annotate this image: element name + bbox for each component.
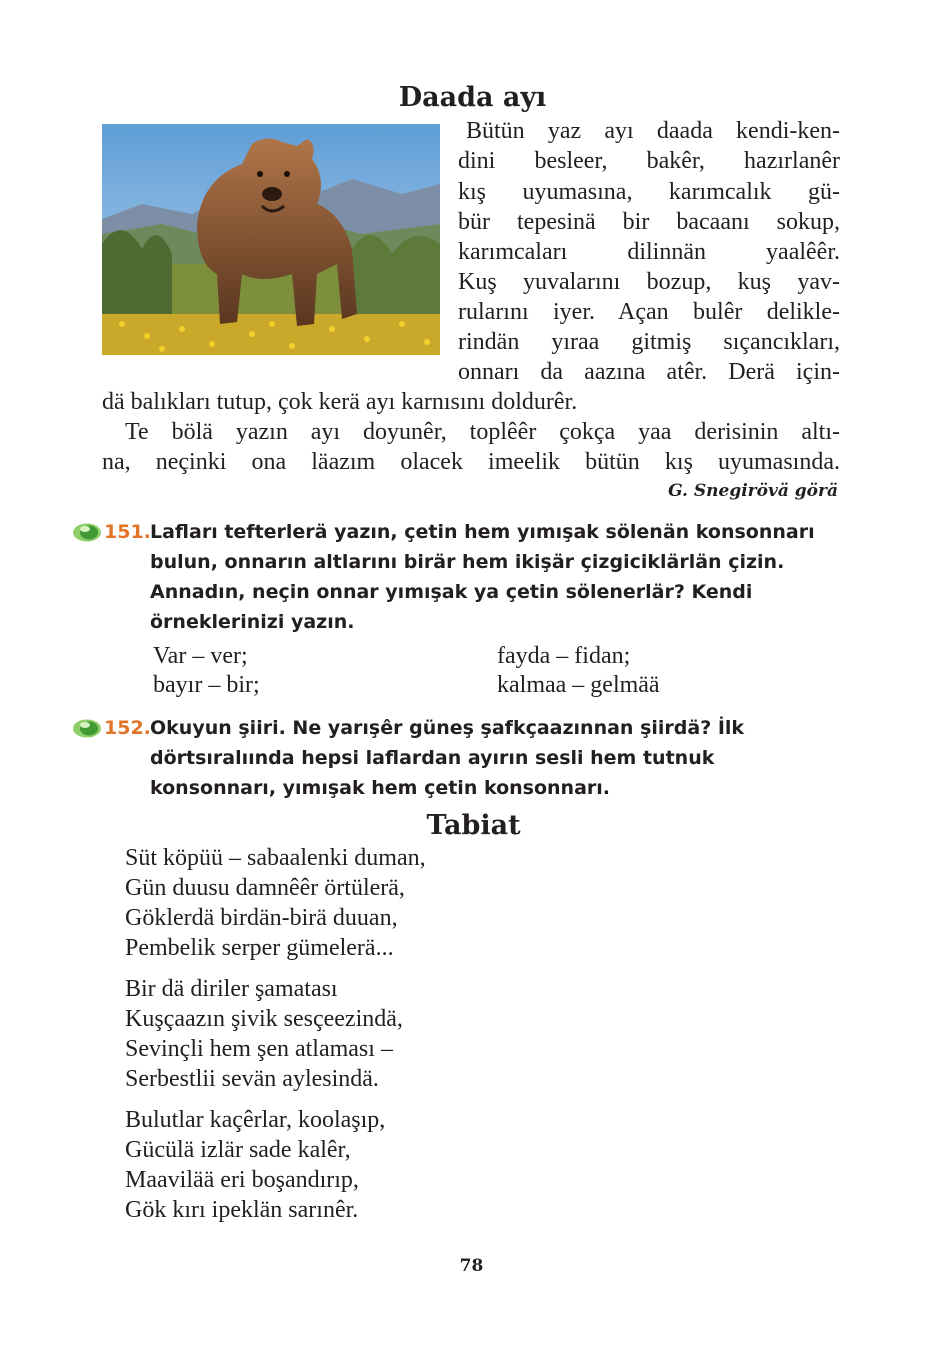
word-pair: kalmaa – gelmää (497, 672, 660, 698)
poem-line: Sevinçli hem şen atlaması – (125, 1036, 393, 1062)
word-pair: fayda – fidan; (497, 643, 631, 669)
story-line: Kuş yuvalarını bozup, kuş yav- (458, 269, 840, 295)
story-line: na, neçinki ona läazım olacek imeelik bütün kış uyumasında. (102, 449, 840, 475)
brown-bear-photo (102, 124, 440, 355)
story-line: kış uyumasına, karımcalık gü- (458, 179, 840, 205)
story-line: rularını iyer. Açan bulêr delikle- (458, 299, 840, 325)
word-pair: Var – ver; (153, 643, 248, 669)
poem-line: Gücülä izlär sade kalêr, (125, 1137, 351, 1163)
story-line: dini besleer, bakêr, hazırlanêr (458, 148, 840, 174)
poem-line: Süt köpüü – sabaalenki duman, (125, 845, 426, 871)
poem-line: Göklerdä birdän-birä duuan, (125, 905, 398, 931)
story-line: bür tepesinä bir bacaanı sokup, (458, 209, 840, 235)
story-line: onnarı da aazına atêr. Derä için- (458, 359, 840, 385)
poem-line: Kuşçaazın şivik sesçeezindä, (125, 1006, 403, 1032)
exercise-text-line: Okuyun şiiri. Ne yarışêr güneş şafkçaazınnan şiirdä? İlk (150, 717, 745, 739)
story-line: dä balıkları tutup, çok kerä ayı karnısını doldurêr. (102, 389, 578, 415)
exercise-number: 152. (104, 717, 151, 739)
story-line: rindän yıraa gitmiş sıçancıkları, (458, 329, 840, 355)
poem-title: Tabiat (426, 810, 521, 841)
exercise-text-line: bulun, onnarın altlarını birär hem ikişär çizgiciklärlän çizin. (150, 551, 785, 573)
exercise-text-line: örneklerinizi yazın. (150, 611, 355, 633)
exercise-text-line: Annadın, neçin onnar yımışak ya çetin sölenerlär? Kendi (150, 581, 753, 603)
word-pair: bayır – bir; (153, 672, 260, 698)
exercise-text-line: Lafları tefterlerä yazın, çetin hem yımışak sölenän konsonnarı (150, 521, 815, 543)
poem-line: Bulutlar kaçêrlar, koolaşıp, (125, 1107, 386, 1133)
poem-line: Gün duusu damnêêr örtülerä, (125, 875, 405, 901)
story-source: G. Snegirövä görä (668, 481, 838, 501)
poem-line: Maavilää eri boşandırıp, (125, 1167, 359, 1193)
page-number: 78 (459, 1256, 484, 1276)
story-line: Te bölä yazın ayı doyunêr, toplêêr çokça yaa derisinin altı- (125, 419, 840, 445)
poem-line: Bir dä diriler şamatası (125, 976, 338, 1002)
exercise-text-line: konsonnarı, yımışak hem çetin konsonnarı. (150, 777, 610, 799)
exercise-bullet-icon (72, 719, 102, 738)
poem-line: Serbestlii sevän aylesindä. (125, 1066, 379, 1092)
exercise-bullet-icon (72, 523, 102, 542)
story-line: Bütün yaz ayı daada kendi-ken- (466, 118, 840, 144)
exercise-number: 151. (104, 521, 151, 543)
exercise-text-line: dörtsıralıında hepsi laflardan ayırın sesli hem tutnuk (150, 747, 715, 769)
story-line: karımcaları dilinnän yaalêêr. (458, 239, 840, 265)
story-title: Daada ayı (398, 82, 547, 113)
poem-line: Gök kırı ipeklän sarınêr. (125, 1197, 359, 1223)
poem-line: Pembelik serper gümelerä... (125, 935, 394, 961)
